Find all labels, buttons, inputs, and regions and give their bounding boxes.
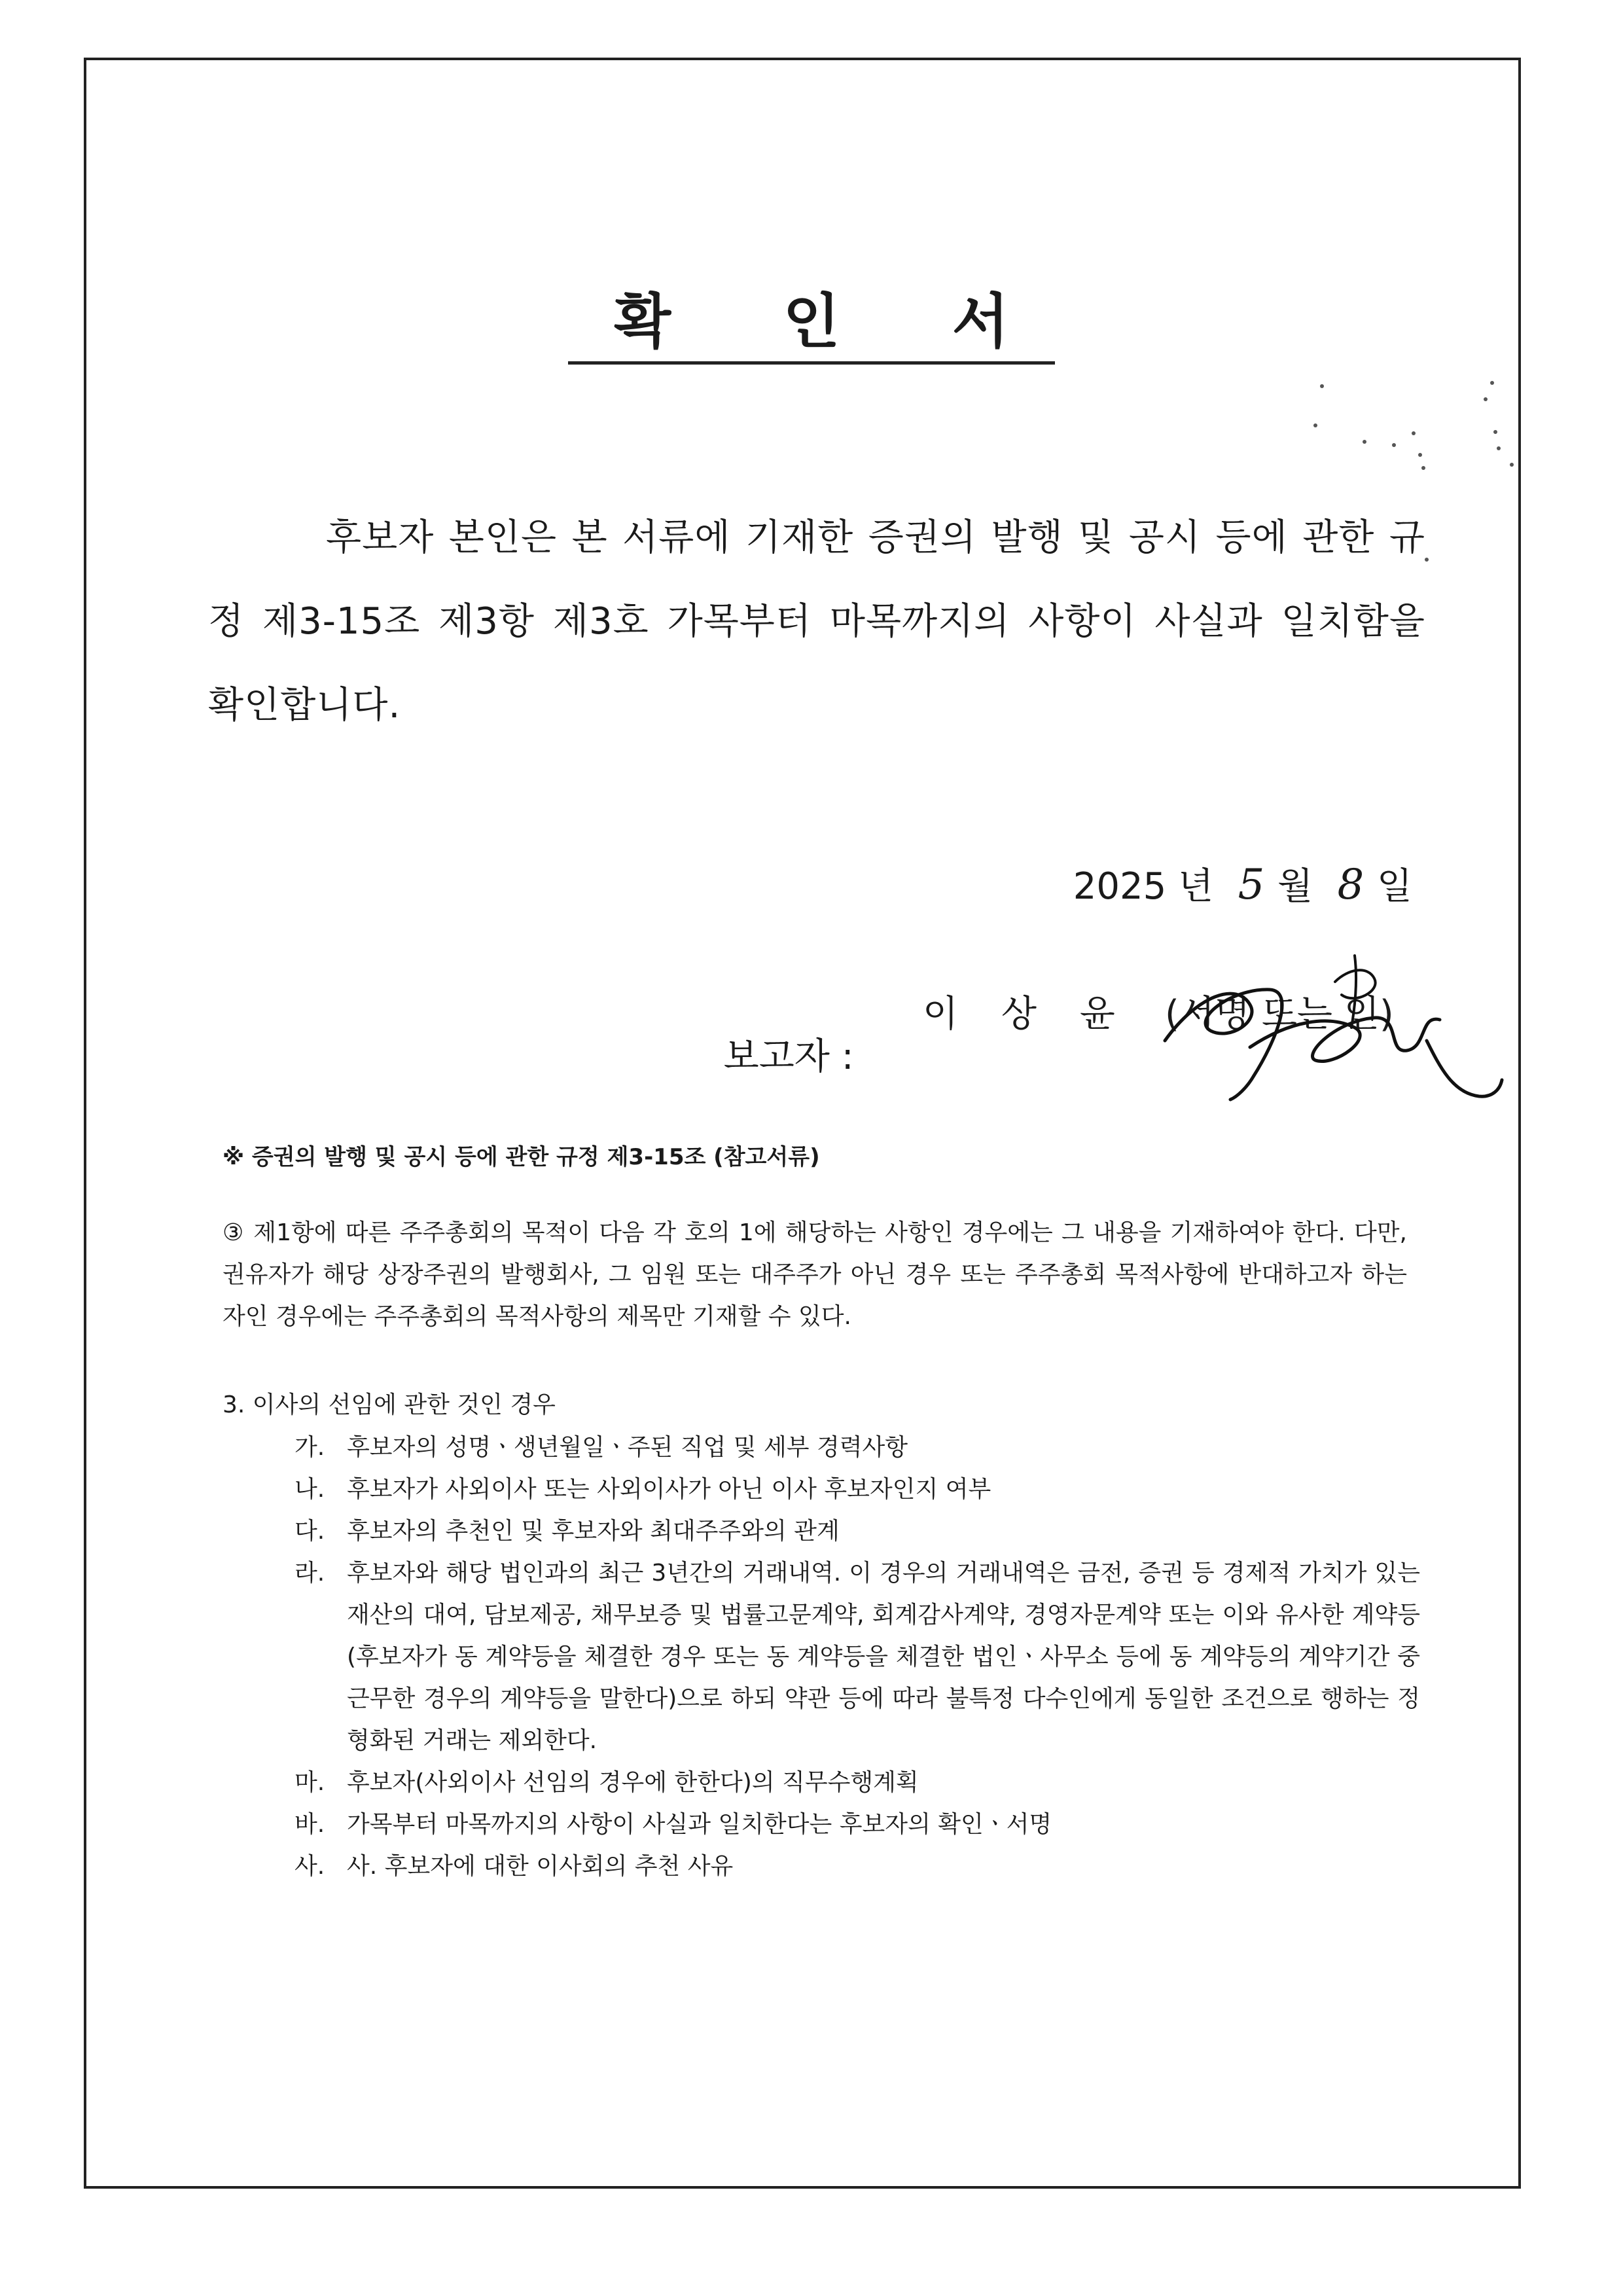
list-item-mark: 마. — [294, 1769, 325, 1796]
scan-speckles — [1309, 380, 1525, 576]
signature-or-seal-label: (서명 또는 인) — [1165, 993, 1394, 1035]
date-day-handwritten: 8 — [1337, 861, 1364, 909]
list-item — [294, 1469, 1420, 1511]
reporter-name: 이 상 윤 — [923, 993, 1131, 1035]
list-item-text: 사. 후보자에 대한 이사회의 추천 사유 — [347, 1853, 734, 1880]
date-month-unit: 월 — [1277, 865, 1313, 908]
list-item-mark: 나. — [294, 1476, 325, 1503]
list-item — [294, 1511, 1420, 1552]
date-year-unit: 년 — [1178, 865, 1214, 908]
list-item-mark: 바. — [294, 1811, 325, 1838]
list-item-text: 후보자(사외이사 선임의 경우에 한한다)의 직무수행계획 — [347, 1769, 919, 1796]
list-item-text: 가목부터 마목까지의 사항이 사실과 일치한다는 후보자의 확인ㆍ서명 — [347, 1811, 1052, 1838]
list-item — [294, 1846, 1420, 1888]
reference-item-3: 3. 이사의 선임에 관한 것인 경우 — [223, 1391, 556, 1418]
date-year: 2025 — [1073, 865, 1167, 908]
reference-paragraph: ③ 제1항에 따른 주주총회의 목적이 다음 각 호의 1에 해당하는 사항인 경우에는 그 내용을 기재하여야 한다. 다만, 권유자가 해당 상장주권의 발행회사, 그 임원 또는 대주주가 아닌 경우 또는 주주총회 목적사항에 반대하고자 하는 자인 경우에는 주주총회의 목적사항의 제목만 기재할 수 있다. — [223, 1219, 1407, 1330]
date-line — [1073, 857, 1412, 910]
list-item — [294, 1762, 1420, 1804]
list-item-text: 후보자가 사외이사 또는 사외이사가 아닌 이사 후보자인지 여부 — [347, 1476, 991, 1503]
list-item-text: 후보자와 해당 법인과의 최근 3년간의 거래내역. 이 경우의 거래내역은 금전, 증권 등 경제적 가치가 있는 재산의 대여, 담보제공, 채무보증 및 법률고문계약, 회계감사계약, 경영자문계약 또는 이와 유사한 계약등(후보자가 동 계약등을 체결한 경우 또는 동 계약등을 체결한 법인ㆍ사무소 등에 동 계약등의 계약기간 중 근무한 경우의 계약등을 말한다)으로 하되 약관 등에 따라 불특정 다수인에게 동일한 조건으로 행하는 정형화된 거래는 제외한다. — [347, 1560, 1420, 1754]
list-item — [294, 1804, 1420, 1846]
confirmation-statement: 후보자 본인은 본 서류에 기재한 증권의 발행 및 공시 등에 관한 규정 제3-15조 제3항 제3호 가목부터 마목까지의 사항이 사실과 일치함을 확인합니다. — [208, 516, 1425, 726]
reference-heading: ※ 증권의 발행 및 공시 등에 관한 규정 제3-15조 (참고서류) — [223, 1144, 820, 1170]
list-item-mark: 라. — [294, 1560, 325, 1587]
reporter-label: 보고자 : — [723, 1035, 854, 1078]
list-item-text: 후보자의 추천인 및 후보자와 최대주주와의 관계 — [347, 1518, 840, 1545]
date-day-unit: 일 — [1376, 865, 1412, 908]
handwritten-signature — [1139, 942, 1505, 1126]
list-item — [294, 1552, 1420, 1762]
list-item-mark: 가. — [294, 1434, 325, 1461]
list-item-text: 후보자의 성명ㆍ생년월일ㆍ주된 직업 및 세부 경력사항 — [347, 1434, 908, 1461]
document-title: 확 인 서 — [0, 274, 1623, 359]
reporter-line — [700, 985, 1394, 1165]
reference-subitem-list — [294, 1427, 1420, 1888]
list-item — [294, 1427, 1420, 1469]
date-month-handwritten: 5 — [1238, 861, 1265, 909]
list-item-mark: 다. — [294, 1518, 325, 1545]
list-item-mark: 사. — [294, 1853, 325, 1880]
